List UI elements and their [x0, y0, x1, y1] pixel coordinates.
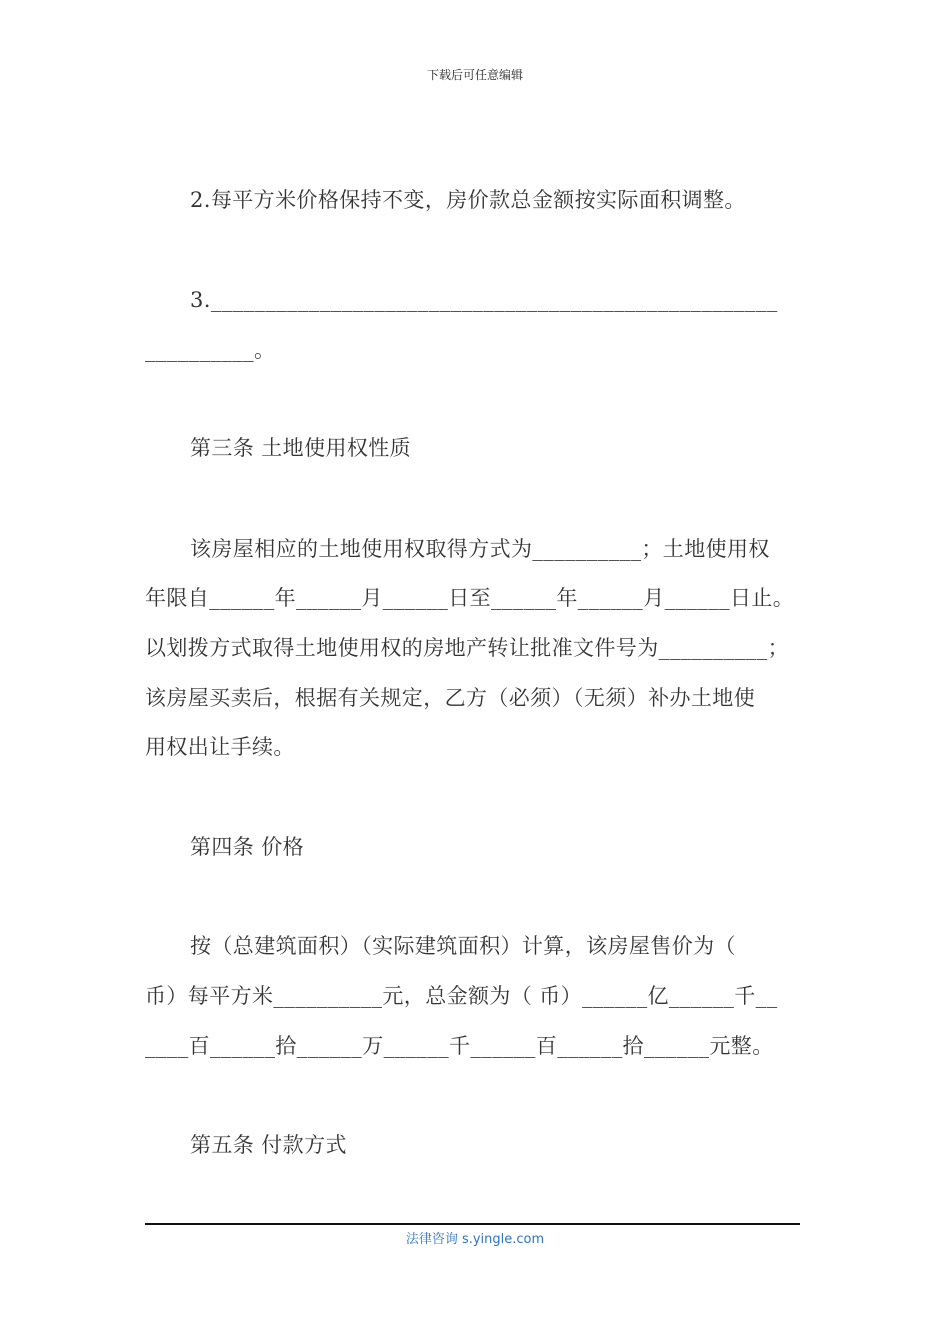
- paragraph-line: 以划拨方式取得土地使用权的房地产转让批准文件号为__________；: [145, 636, 789, 660]
- section-heading-article-3: 第三条 土地使用权性质: [190, 436, 412, 460]
- page-header: 下载后可任意编辑: [426, 68, 523, 82]
- clause-line-price-unchanged: 2.每平方米价格保持不变，房价款总金额按实际面积调整。: [190, 188, 746, 212]
- section-heading-article-4: 第四条 价格: [190, 835, 305, 859]
- paragraph-line: 按（总建筑面积）（实际建筑面积）计算，该房屋售价为（: [190, 934, 736, 958]
- clause-line-blank-3: 3.____________________________________________________: [190, 288, 778, 312]
- paragraph-line: 该房屋买卖后，根据有关规定，乙方（必须）（无须）补办土地使: [145, 686, 756, 710]
- paragraph-line: ____百______拾______万______千______百______拾______元整。: [145, 1034, 774, 1058]
- section-heading-article-5: 第五条 付款方式: [190, 1133, 347, 1157]
- paragraph-line: 该房屋相应的土地使用权取得方式为__________；土地使用权: [190, 537, 770, 561]
- paragraph-line: 年限自______年______月______日至______年______月______日止。: [145, 586, 795, 610]
- footer-link[interactable]: 法律咨询 s.yingle.com: [405, 1232, 545, 1247]
- paragraph-line: 用权出让手续。: [145, 735, 295, 759]
- footer-divider: [145, 1223, 800, 1225]
- paragraph-line: 币）每平方米__________元，总金额为（ 币）______亿______千__: [145, 984, 778, 1008]
- clause-line-blank-3-cont: __________。: [145, 338, 276, 362]
